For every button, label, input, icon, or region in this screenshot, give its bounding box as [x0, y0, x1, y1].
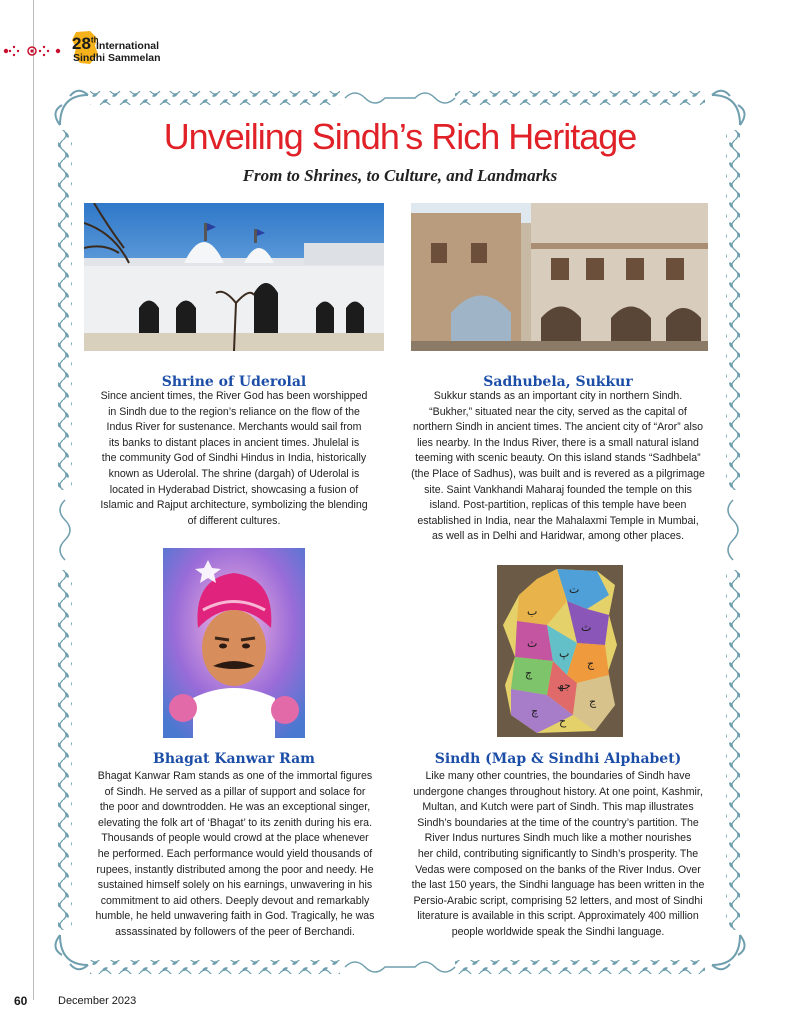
- svg-text:ح: ح: [559, 715, 567, 728]
- section-text-sindh-map: Like many other countries, the boundaries of Sindh have undergone changes throughout history. At one point, Kashmir, Multan, and Kutch were part of Sindh. This map illustrates Sindh’s boundaries at the time of the country’s partition. The River Indus nurtures Sindh much like a mother nourishes her child, contributing significantly to Sindh’s prosperity. The Vedas were composed on the banks of the River Indus. Over the last 150 years, the Sindhi language has been written in the Persio-Arabic script, comprising 52 letters, and most of Sindhi literature is available in this script. Approximately 400 million people worldwide speak the Sindhi language.: [411, 770, 705, 938]
- svg-text:چ: چ: [531, 705, 539, 718]
- shrine-photo: [84, 203, 384, 351]
- section-heading-uderolal: Shrine of Uderolal: [161, 374, 307, 390]
- svg-text:ڃ: ڃ: [589, 695, 597, 708]
- issue-date: December 2023: [58, 995, 137, 1007]
- section-text-sadhubela: Sukkur stands as an important city in northern Sindh. “Bukher,” situated near the city, served as the capital of northern Sindh in ancient times. The ancient city of “Aror” also lies nearby. In the Indus River, there is a small natural island teeming with scenic beauty. On this island stands “Sadhbela” (the Place of Sadhus), was built and is revered as a pilgrimage site. Saint Vankhandi Maharaj founded the temple on this island. Post-partition, replicas of this temple have been established in India, near the Mahalaxmi Temple in Mumbai, as well as in Delhi and Haridwar, among other places.: [411, 390, 705, 543]
- page-subtitle: From to Shrines, to Culture, and Landmarks: [242, 166, 558, 185]
- sadhubela-photo: [411, 203, 708, 351]
- svg-text:ت: ت: [569, 583, 580, 596]
- svg-text:ث: ث: [527, 637, 538, 650]
- section-text-uderolal: Since ancient times, the River God has been worshipped in Sindh due to the region’s reliance on the flow of the Indus River for sustenance. Merchants would sail from its banks to distant places in ancient times. Jhulelal is the community God of Sindhi Hindus in India, historically known as Uderolal. The shrine (dargah) of Uderolal is located in Hyderabad District, showcasing a fusion of Islamic and Rajput architecture, symbolizing the blending of different cultures.: [100, 390, 368, 527]
- svg-text:ج: ج: [587, 657, 595, 670]
- svg-text:ب: ب: [527, 605, 538, 618]
- section-heading-sadhubela: Sadhubela, Sukkur: [483, 374, 633, 390]
- logo-line-2: Sindhi Sammelan: [73, 52, 161, 64]
- section-heading-sindh-map: Sindh (Map & Sindhi Alphabet): [434, 751, 682, 767]
- page-number: 60: [14, 994, 28, 1008]
- sindh-map-image: [497, 565, 623, 737]
- section-text-bhagat: Bhagat Kanwar Ram stands as one of the immortal figures of Sindh. He served as a pillar of support and solace for the poor and downtrodden. He was an exceptional singer, elevating the folk art of ‘Bhagat’ to its zenith during his era. Thousands of people would crowd at the place whenever he performed. Each performance would yield thousands of rupees, instantly distributed among the poor and needy. He sustained himself solely on his earnings, unwavering in his commitment to aid others. Deeply devout and remarkably humble, he held unwavering faith in God. Tragically, he was assassinated by followers of the peer of Berchandi.: [95, 770, 375, 938]
- page-title: Unveiling Sindh’s Rich Heritage: [163, 116, 637, 157]
- logo-number: 28th: [72, 34, 99, 53]
- svg-text:جھ: جھ: [557, 679, 571, 692]
- section-heading-bhagat: Bhagat Kanwar Ram: [153, 751, 315, 767]
- bhagat-portrait: [163, 548, 305, 738]
- svg-text:پ: پ: [559, 647, 570, 660]
- svg-text:ٽ: ٽ: [581, 621, 592, 634]
- logo-line-1: International: [96, 40, 160, 52]
- svg-text:ڄ: ڄ: [525, 667, 533, 680]
